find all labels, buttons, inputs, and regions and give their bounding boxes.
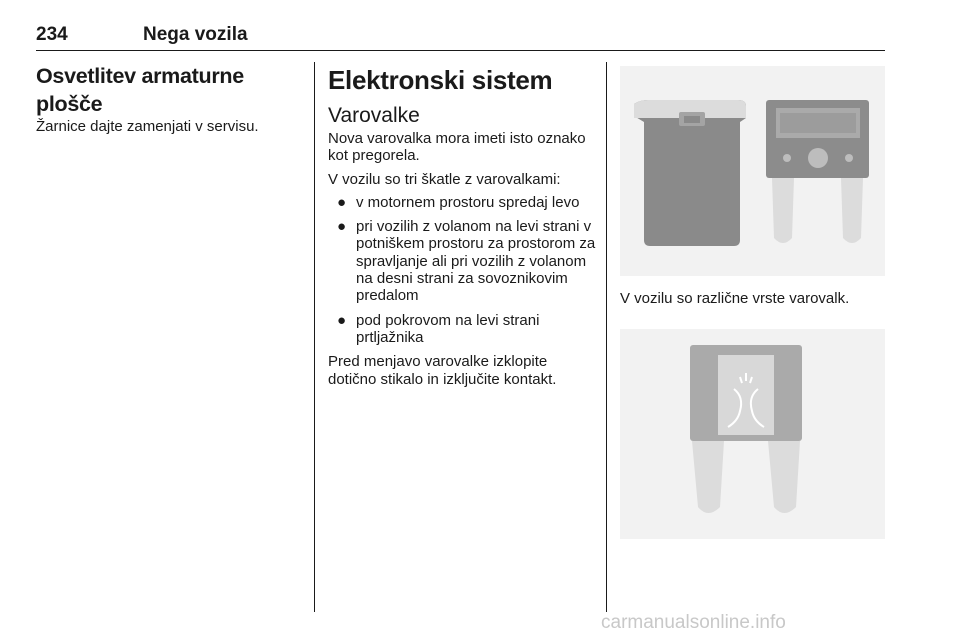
page-header bbox=[36, 24, 885, 51]
paragraph: Nova varovalka mora imeti isto oznako kot pregorela. bbox=[328, 130, 586, 165]
fuse-detail-image bbox=[620, 329, 885, 539]
section-heading: Osvetlitev armaturne plošče bbox=[36, 64, 244, 116]
list-item: ● v motornem prostoru spredaj levo bbox=[337, 193, 580, 211]
paragraph: Pred menjavo varovalke izklopite dotično stikalo in izključite kontakt. bbox=[328, 353, 557, 388]
watermark: carmanualsonline.info bbox=[601, 612, 786, 633]
column-divider bbox=[314, 62, 315, 612]
list-item: ● pri vozilih z volanom na levi strani v potniškem prostoru za prostorom za spravljanje ali pri vozilih z volanom na desni strani za sovoznikovim predalom bbox=[337, 218, 596, 305]
bullet-icon: ● bbox=[337, 311, 347, 329]
bullet-icon: ● bbox=[337, 218, 347, 236]
list-item: ● pod pokrovom na levi strani prtljažnika bbox=[337, 311, 540, 346]
page-number: 234 bbox=[36, 24, 68, 45]
middle-column bbox=[328, 62, 596, 394]
section-text: Žarnice dajte zamenjati v servisu. bbox=[36, 118, 259, 135]
left-column bbox=[36, 62, 308, 141]
column-divider bbox=[606, 62, 607, 612]
fuse-types-illustration bbox=[620, 66, 885, 276]
bullet-list bbox=[328, 194, 596, 346]
fuse-detail-illustration bbox=[620, 329, 885, 539]
fuse-types-image bbox=[620, 66, 885, 276]
figure-caption: V vozilu so različne vrste varovalk. bbox=[620, 290, 850, 307]
chapter-title: Nega vozila bbox=[143, 24, 248, 45]
paragraph: V vozilu so tri škatle z varovalkami: bbox=[328, 170, 561, 188]
right-column bbox=[620, 66, 885, 539]
bullet-icon: ● bbox=[337, 193, 347, 211]
subsection-heading: Varovalke bbox=[328, 104, 420, 127]
chapter-heading: Elektronski sistem bbox=[328, 65, 553, 95]
